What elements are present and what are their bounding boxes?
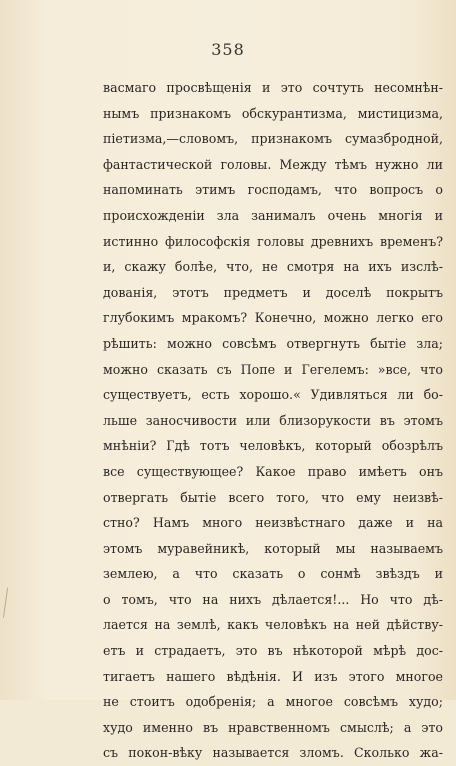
text-line: землею, а что сказать о сонмѣ звѣздъ и (103, 566, 443, 582)
text-line: васмаго просвѣщенія и это сочтуть несомнѣн- (103, 80, 443, 95)
text-line: лается на землѣ, какъ человѣкъ на ней дѣйству- (103, 617, 443, 633)
text-line: истинно философскія головы древнихъ временъ? (103, 233, 443, 249)
text-line: не стоитъ одобренія; а многое совсѣмъ худо; (103, 694, 443, 710)
text-line: етъ и страдаетъ, это въ нѣкоторой мѣрѣ дос- (103, 643, 443, 659)
text-line: нымъ признакомъ обскурантизма, мистицизма, (103, 105, 443, 121)
text-line: существуетъ, есть хорошо.« Удивляться ли бо- (103, 387, 443, 403)
text-line: худо именно въ нравственномъ смыслѣ; а это (103, 719, 443, 735)
margin-mark (3, 588, 12, 618)
text-line: льше заносчивости или близорукости въ этомъ (103, 412, 443, 428)
text-line: и, скажу болѣе, что, не смотря на ихъ изслѣ- (103, 259, 443, 275)
text-line: тигаетъ нашего вѣдѣнія. И изъ этого многое (103, 668, 443, 684)
text-line: происхожденіи зла занималъ очень многія и (103, 207, 443, 223)
text-line: мнѣніи? Гдѣ тотъ человѣкъ, который обозрѣлъ (103, 438, 443, 454)
text-line: глубокимъ мракомъ? Конечно, можно легко его (103, 310, 443, 326)
text-line: піетизма,—словомъ, признакомъ сумазбродной, (103, 131, 443, 147)
text-line: о томъ, что на нихъ дѣлается!... Но что дѣ- (103, 591, 443, 607)
text-line: рѣшить: можно совсѣмъ отвергнуть бытіе зла; (103, 335, 443, 351)
text-line: напоминать этимъ господамъ, что вопросъ о (103, 182, 443, 198)
page-number: 358 (211, 40, 245, 59)
text-line: отвергать бытіе всего того, что ему неизвѣ- (103, 489, 443, 505)
text-line: все существующее? Какое право имѣетъ онъ (103, 463, 443, 479)
text-line: фантастической головы. Между тѣмъ нужно ли (103, 156, 443, 172)
text-line: стно? Намъ много неизвѣстнаго даже и на (103, 515, 443, 531)
text-line: этомъ муравейникѣ, который мы называемъ (103, 540, 443, 556)
text-line: съ покон-вѣку называется зломъ. Сколько жа- (103, 745, 443, 761)
text-line: дованія, этотъ предметъ и доселѣ покрытъ (103, 284, 443, 300)
body-text (103, 75, 443, 766)
text-line: можно сказать съ Попе и Гегелемъ: »все, что (103, 361, 443, 377)
